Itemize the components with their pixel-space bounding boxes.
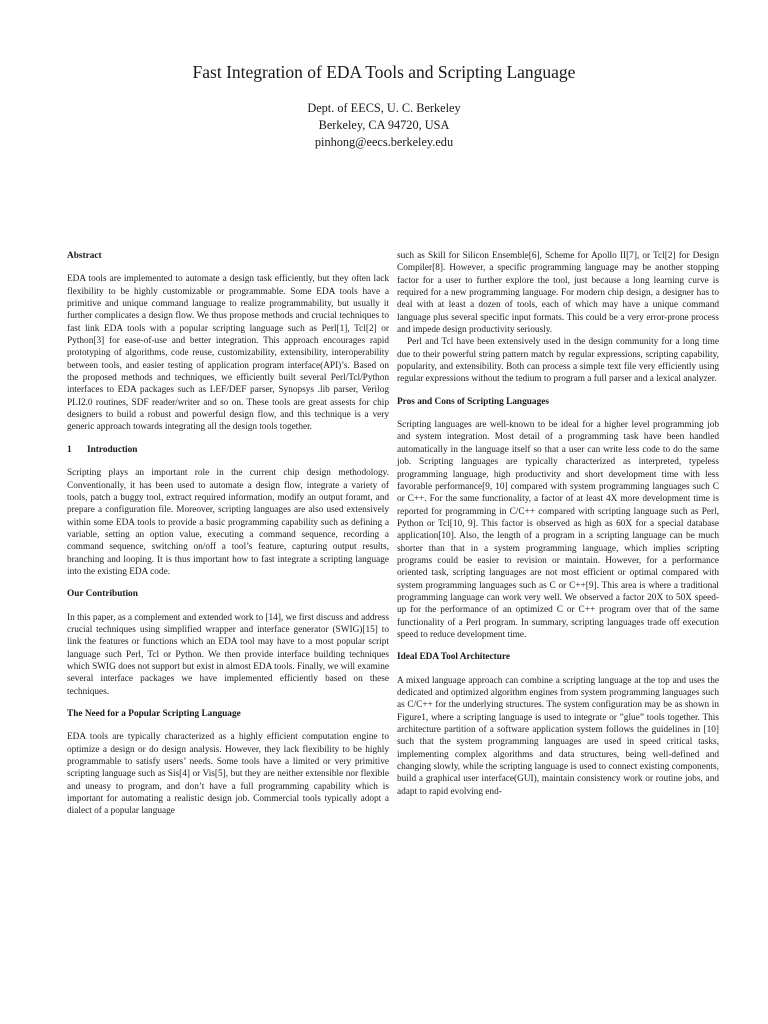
ideal-architecture-text: A mixed language approach can combine a scripting language at the top and uses the dedicated and optimized algorithm engines from system programming languages such as C/C++ for the underlying structures. The system configuration may be as shown in Figure1, where a scripting language is used to integrate or ”glue” tools together. This architecture partition of a software application system follows the guidelines in [10] such that the system programming languages are used in speed critical tasks, implementing complex algorithms and data structures, being well-defined and changing slowly, while the scripting language is used to connect existing components, build a graphical user interface(GUI), maintain consistency work or routine jobs, and adapt to rapid evolving end- [397,675,719,797]
section-heading-introduction [67,444,389,456]
section-title: Introduction [87,444,138,455]
pros-cons-heading: Pros and Cons of Scripting Languages [397,396,549,407]
need-text: EDA tools are typically characterized as a highly efficient computation engine to optimize a design or do design analysis. However, they lack flexibility to be highly programmable to satisfy users’ needs. Some tools have a limited or very primitive scripting language such as Sis[4] or Vis[5], but they are neither extensible nor flexible and uneasy to program, and don’t have a full programming capability which is important for automating a realistic design job. Commercial tools typically adopt a dialect of a popular language [67,732,389,817]
contribution-heading: Our Contribution [67,589,138,600]
contribution-text: In this paper, as a complement and extended work to [14], we first discuss and address crucial techniques using simplified wrapper and interface generator (SWIG)[15] to link the features or functions which an EDA tool may have to a most popular script language such Perl, Tcl or Python. We then provide interface building techniques which SWIG does not support but exist in almost EDA tools. Finally, we will examine several interface packages we have implemented efficiently based on these techniques. [67,612,389,697]
author-affiliation [0,100,768,151]
affiliation-line: Dept. of EECS, U. C. Berkeley [307,101,461,115]
author-email: pinhong@eecs.berkeley.edu [314,135,454,149]
abstract-heading: Abstract [67,251,102,261]
need-heading: The Need for a Popular Scripting Language [67,709,241,719]
left-column [67,250,389,828]
ideal-architecture-heading: Ideal EDA Tool Architecture [397,652,511,663]
right-column [397,250,719,808]
perl-tcl-text: Perl and Tcl have been extensively used in the design community for a long time due to their powerful string pattern match by regular expressions, scripting capability, popularity, and extensibility. Both can process a simple text file very efficiently using regular expressions without the tedium to program a full parser and a lexical analyzer. [397,337,719,385]
abstract-text: EDA tools are implemented to automate a design task efficiently, but they often lack flexibility to be highly customizable or programmable. Some EDA tools have a primitive and unique command language to realize programmability, but usually it further complicates a design flow. We thus propose methods and crucial techniques to fast link EDA tools with a popular scripting language such as Perl[1], Tcl[2] or Python[3] for ease-of-use and better integration. This approach encourages rapid prototyping of algorithms, code reuse, customizability, extensibility, interoperability between tools, and easier testing of application program interface(API)’s. Based on the proposed methods and techniques, we efficiently built several Perl/Tcl/Python interfaces to EDA packages such as LEF/DEF parser, Synopsys .lib parser, Verilog PLI2.0 routines, SDF reader/writer and so on. These tools are great assests for chip designers to build a robust and powerful design flow, and this technique is a very generic approach towards integrating all the design tools together. [67,274,389,433]
continued-text: such as Skill for Silicon Ensemble[6], Scheme for Apollo II[7], or Tcl[2] for Design Compiler[8]. However, a specific programming language may be another stopping factor for a user to further explore the tool, just because a long learning curve is required for a new programming language. For modern chip design, a designer has to deal with at least a dozen of tools, each of which may have a unique command language plus several specific input formats. This could be a very error-prone process and impede design productivity seriously. [397,251,719,336]
paper-title: Fast Integration of EDA Tools and Scripting Language [192,62,576,82]
pros-cons-text: Scripting languages are well-known to be ideal for a higher level programming job and system integration. Most detail of a programming task have been handled automatically in the language itself so that a user can write less code to do the same job. Scripting languages are typically characterized as interpreted, typeless programming language, high productivity and short development time with less favorable performance[9, 10] compared with system programming languages such C or C++. For the same functionality, a factor of at least 4X more development time is reported for programming in C/C++ compared with scripting language such as Perl, Python or Tcl[10, 9]. This factor is observed as high as 60X for a special database application[10]. Also, the length of a program in a scripting language can be much shorter than that in a system programming language, which implies scripting programs could be easier to revision or maintain. However, for a performance oriented task, scripting languages are not most efficient or optimal compared with system programming languages such as C or C++[9]. This area is where a traditional programming language can work very well. We observed a factor 20X to 50X speed-up for the performance of an optimized C or C++ program over that of the same functionality of a Perl program. In summary, scripting languages trade off execution speed to reduce development time. [397,420,719,640]
introduction-text: Scripting plays an important role in the current chip design methodology. Conventionally, it has been used to automate a design flow, integrate a variety of tools, patch a buggy tool, extract required information, modify an output foramt, and prepare a configuration file. Moreover, scripting languages are also used extensively within some EDA tools to provide a basic programming capability such as defining a variable, setting an option value, executing a command sequence, recording a command sequence, switching on/off a tool’s feature, capturing output results, branching and looping. It is thus important how to fast integrate a scripting language into the existing EDA code. [67,468,389,577]
section-number: 1 [67,444,72,455]
affiliation-line: Berkeley, CA 94720, USA [318,118,450,132]
